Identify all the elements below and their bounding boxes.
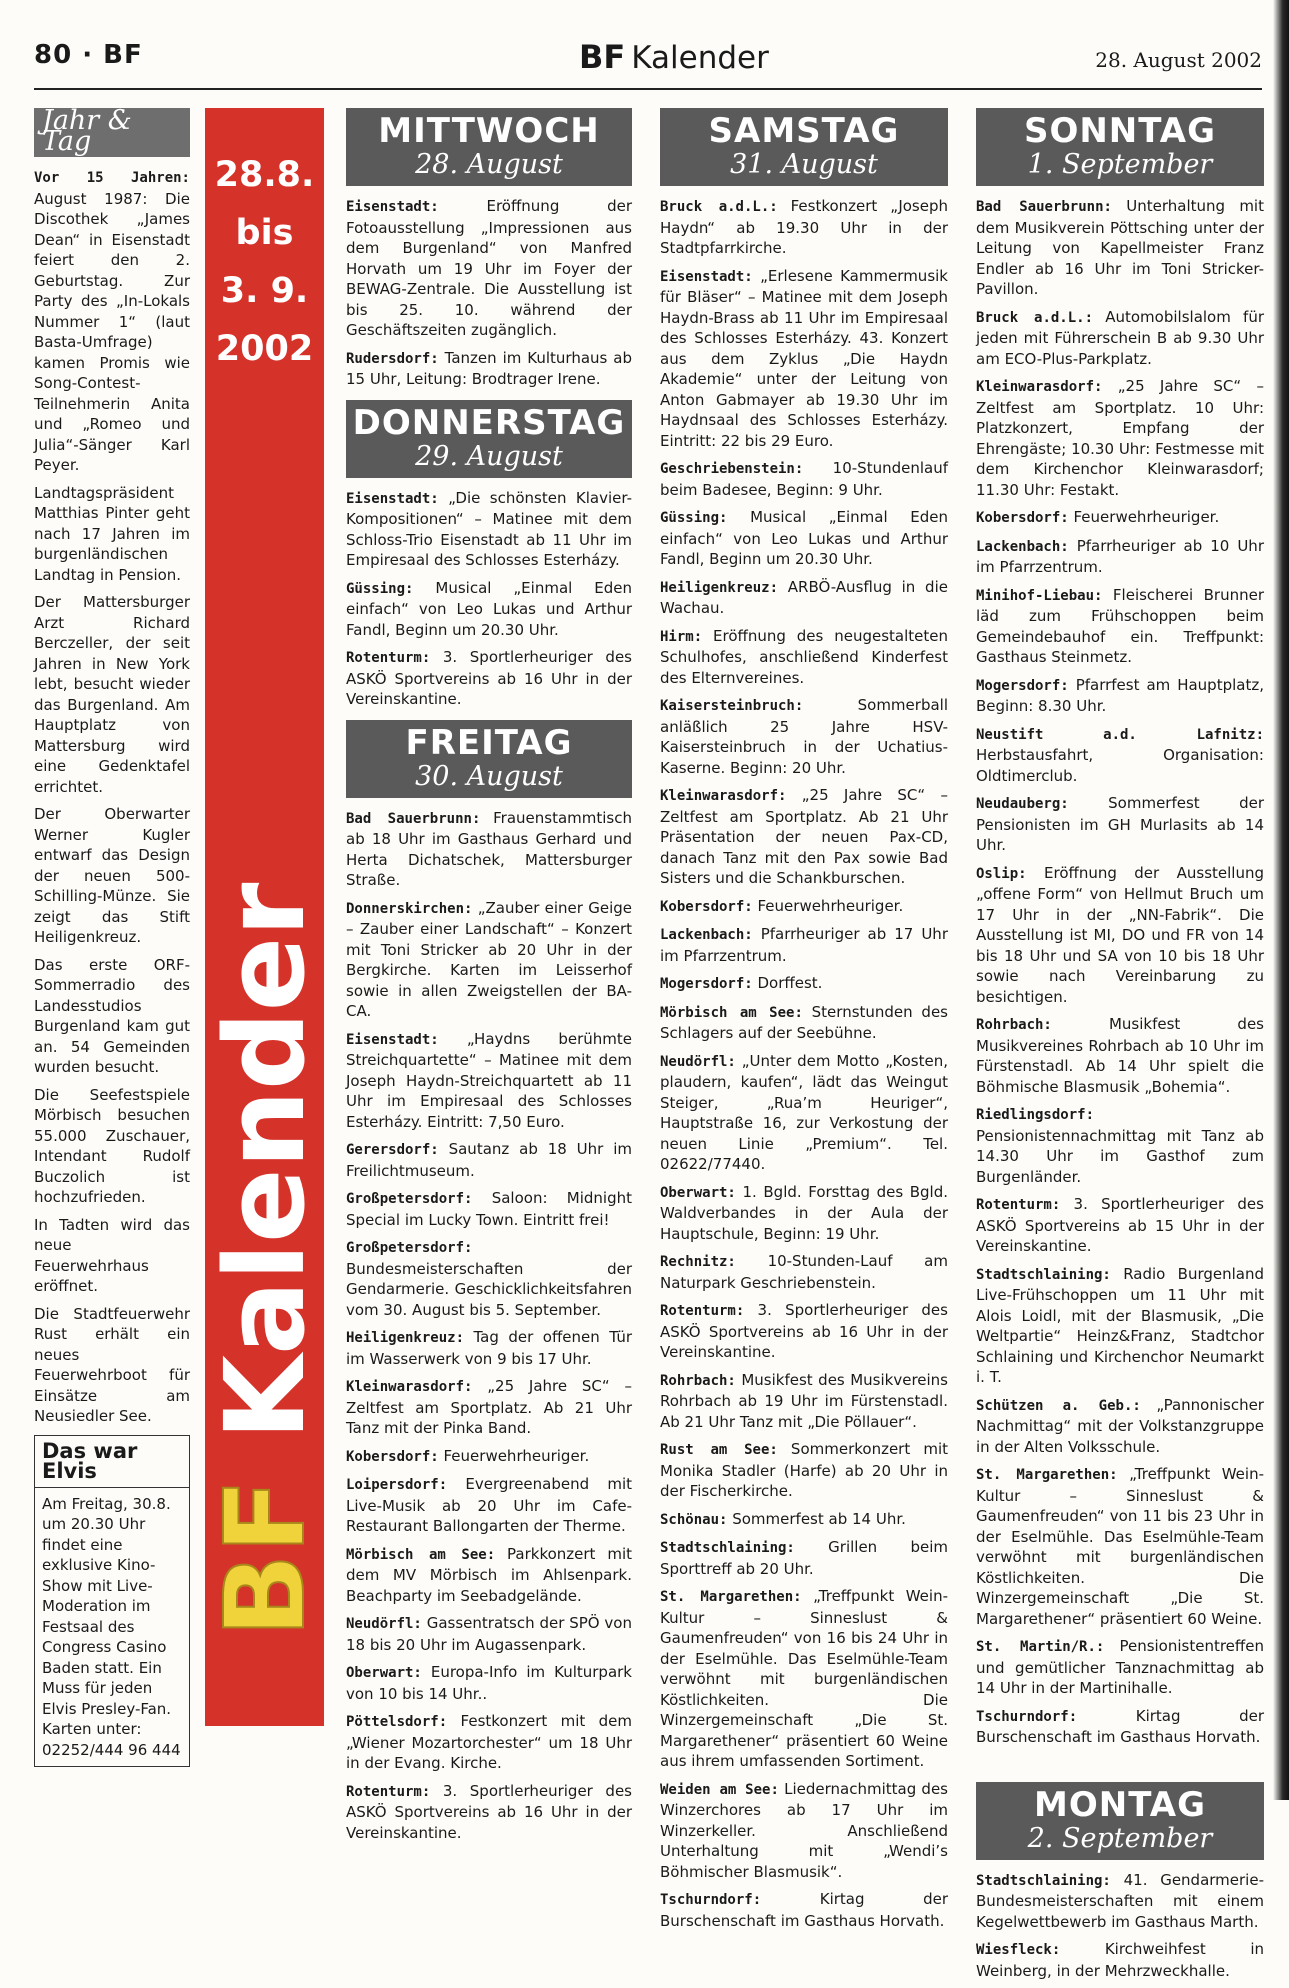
day-date: 31. August [730,149,878,180]
event-entry [660,924,948,966]
event-place: Kleinwarasdorf: [346,1379,473,1395]
event-text: Tag der offenen Tür im Wasserwerk von 9 bis 17 Uhr. [346,1328,632,1368]
event-entry [976,1464,1264,1629]
title-word: Kalender [631,40,769,76]
jahr-item: Das erste ORF-Sommerradio des Landesstudios Burgenland kam gut an. 54 Gemeinden wurden besucht. [34,955,190,1076]
event-list-donnerstag [346,488,632,710]
jahr-tag-column [34,105,190,1767]
event-place: Kleinwarasdorf: [976,379,1103,395]
jahr-item: Die Stadtfeuerwehr Rust erhält ein neues Feuerwehrboot für Einsätze am Neusiedler See. [34,1304,190,1425]
event-place: Kaisersteinbruch: [660,698,804,714]
day-date: 2. September [1027,1822,1213,1854]
column-sun-mon [976,108,1264,1988]
event-text: Feuerwehrheuriger. [443,1446,590,1465]
event-place: Großpetersdorf: [346,1240,473,1256]
event-text: Grillen beim Sporttreff ab 20 Uhr. [660,1538,948,1578]
event-text: Kirtag der Burschenschaft im Gasthaus Horvath. [660,1890,948,1930]
event-entry [976,585,1264,668]
day-heading-mittwoch [346,108,632,186]
event-entry [976,1014,1264,1097]
day-heading-samstag [660,108,948,186]
event-entry [976,507,1264,529]
event-text: 3. Sportlerheuriger des ASKÖ Sportvereins ab 16 Uhr in der Vereinskantine. [660,1301,948,1361]
event-entry [346,1376,632,1439]
event-entry [976,307,1264,370]
event-place: Neudörfl: [346,1616,422,1632]
event-entry [346,1139,632,1181]
event-text: Feuerwehrheuriger. [757,896,904,915]
date-year: 2002 [215,329,314,369]
event-entry [346,1188,632,1230]
event-place: Bad Sauerbrunn: [346,810,481,827]
event-entry [660,1509,948,1531]
event-entry [976,724,1264,787]
event-place: Wiesfleck: [976,1942,1061,1958]
event-text: Bundesmeisterschaften der Gendarmerie. Geschicklichkeitsfahren vom 30. August bis 5. September. [346,1259,632,1319]
day-name: MITTWOCH [378,111,600,151]
event-entry [660,1251,948,1293]
day-date: 30. August [415,760,563,792]
event-entry [346,196,632,341]
event-place: Heiligenkreuz: [346,1330,465,1346]
event-place: Rohrbach: [976,1017,1052,1033]
event-place: Eisenstadt: [346,490,439,507]
kalender-banner [201,108,329,1726]
day-date: 28. August [415,149,563,180]
event-entry [346,898,632,1022]
jahr-item: Die Seefestspiele Mörbisch besuchen 55.000 Zuschauer, Intendant Rudolf Buczolich ist hochzufrieden. [34,1085,190,1206]
vertical-bf: BF [201,1478,329,1638]
event-place: St. Margarethen: [660,1589,802,1605]
elvis-heading: Das war Elvis [35,1436,189,1488]
column-wed-thu-fri [346,108,632,1850]
event-place: St. Martin/R.: [976,1639,1105,1655]
event-text: „25 Jahre SC“ – Zeltfest am Sportplatz. Ab 21 Uhr Präsentation der neuen Pax-CD, danach Tanz mit den Pax sowie Bad Sisters und die Schankburschen. [660,786,948,887]
event-entry [660,1779,948,1883]
event-list-mittwoch [346,196,632,390]
event-entry [660,1182,948,1245]
event-entry [660,626,948,689]
event-text: „Die schönsten Klavier-Kompositionen“ – Matinee mit dem Schloss-Trio Eisenstadt ab 11 Uhr im Empiresaal des Schlosses Esterházy. [346,488,632,569]
event-place: Gerersdorf: [346,1142,439,1158]
event-text: Feuerwehrheuriger. [1073,508,1220,526]
scan-edge [1273,0,1289,1800]
day-heading-montag [976,1782,1264,1860]
event-text: Pensionistentreffen und gemütlicher Tanznachmittag ab 14 Uhr in der Martinihalle. [976,1637,1264,1697]
event-entry [976,376,1264,500]
jahr-item: Landtagspräsident Matthias Pinter geht nach 17 Jahren im burgenländischen Landtag in Pension. [34,483,190,584]
event-text: Evergreenabend mit Live-Musik ab 20 Uhr im Cafe-Restaurant Ballongarten der Therme. [346,1475,632,1535]
event-entry [660,1586,948,1772]
event-entry [976,1395,1264,1458]
event-place: Minihof-Liebau: [976,587,1103,604]
event-text: 3. Sportlerheuriger des ASKÖ Sportvereins ab 16 Uhr in der Vereinskantine. [346,1781,632,1842]
vertical-title [201,560,329,1960]
event-entry [346,1474,632,1537]
event-text: Pensionistennachmittag mit Tanz ab 14.30 Uhr im Gasthof zum Burgenländer. [976,1126,1264,1186]
event-text: „Treffpunkt Wein-Kultur – Sinneslust & Gaumenfreuden“ von 16 bis 24 Uhr in der Eselmühle. Das Eselmühle-Team verwöhnt mit burgenländischen Köstlichkeiten. Die Winzergemeinschaft „Die St. Margarethener“ präsentiert 60 Weine aus ihrem umfassenden Sortiment. [660,1587,948,1770]
event-entry [976,1636,1264,1699]
event-place: Schönau: [660,1511,728,1528]
event-entry [660,1370,948,1433]
event-place: Eisenstadt: [660,268,753,285]
event-place: Bruck a.d.L.: [660,199,778,215]
event-place: Stadtschlaining: [976,1872,1111,1889]
issue-date: 28. August 2002 [1095,48,1262,72]
event-text: 3. Sportlerheuriger des ASKÖ Sportvereins ab 16 Uhr in der Vereinskantine. [346,648,632,708]
event-entry [346,647,632,710]
event-entry [660,1889,948,1931]
event-entry [976,1104,1264,1187]
event-list-montag [976,1870,1264,1982]
event-text: Radio Burgenland Live-Frühschoppen um 11 Uhr mit Alois Loidl, mit der Blasmusik, „Die Weltpartie“ Heinz&Franz, Stadtchor Schlaining und Kirchenchor Neumarkt i. T. [976,1264,1264,1386]
event-place: St. Margarethen: [976,1467,1118,1483]
event-place: Bad Sauerbrunn: [976,199,1112,215]
jahr-item: Der Oberwarter Werner Kugler entwarf das Design der neuen 500-Schilling-Münze. Sie zeigt das Stift Heiligenkreuz. [34,805,190,946]
page-header [34,38,1262,80]
event-entry [346,578,632,641]
event-place: Loipersdorf: [346,1477,448,1493]
event-entry [346,1446,632,1468]
day-name: MONTAG [1034,1784,1206,1825]
jahr-tag-heading: Jahr & Tag [34,108,190,157]
day-heading-donnerstag [346,400,632,478]
event-text: Kirtag der Burschenschaft im Gasthaus Horvath. [976,1706,1264,1746]
event-place: Schützen a. Geb.: [976,1397,1141,1414]
jahr-item [34,167,190,476]
page-number: 80 · BF [34,40,143,70]
event-text: Gassentratsch der SPÖ von 18 bis 20 Uhr im Augassenpark. [346,1614,632,1654]
day-heading-sonntag [976,108,1264,186]
date-range [205,146,324,378]
event-entry [346,808,632,891]
event-entry [660,896,948,918]
event-place: Rotenturm: [346,650,431,666]
event-place: Rudersdorf: [346,350,439,367]
day-date: 29. August [415,440,563,472]
day-name: FREITAG [405,722,573,763]
event-place: Hirm: [660,628,703,645]
event-place: Eisenstadt: [346,1031,439,1048]
event-text: Frauenstammtisch ab 18 Uhr im Gasthaus Gerhard und Herta Dichatschek, Mattersburger Straße. [346,808,632,889]
event-list-freitag [346,808,632,1844]
event-place: Riedlingsdorf: [976,1107,1095,1123]
event-place: Großpetersdorf: [346,1191,473,1207]
event-entry [976,1939,1264,1981]
event-entry [660,1051,948,1175]
event-entry [660,785,948,889]
event-place: Neudauberg: [976,796,1069,812]
event-text: Herbstausfahrt, Organisation: Oldtimerclub. [976,746,1264,785]
event-place: Geschriebenstein: [660,461,804,477]
day-name: DONNERSTAG [352,402,626,443]
event-place: Tschurndorf: [976,1708,1078,1725]
event-text: Pfarrheuriger ab 17 Uhr im Pfarrzentrum. [660,925,948,965]
event-place: Kobersdorf: [660,898,753,915]
event-place: Güssing: [346,580,414,597]
event-text: Festkonzert „Joseph Haydn“ ab 19.30 Uhr in der Stadtpfarrkirche. [660,197,948,257]
event-text: ARBÖ-Ausflug in die Wachau. [660,577,948,617]
event-text: Musikfest des Musikvereines Rohrbach ab 10 Uhr im Fürstenstadl. Ab 14 Uhr spielt die Böhmische Blasmusik „Bohemia“. [976,1015,1264,1096]
event-place: Bruck a.d.L.: [976,309,1094,326]
event-entry [976,675,1264,717]
event-text: Eröffnung der Ausstellung „offene Form“ von Hellmut Bruch um 17 Uhr in der „NN-Fabrik“. Die Ausstellung ist MI, DO und FR von 14 bis 18 Uhr und SA von 10 bis 18 Uhr sowie nach Vereinbarung zu besichtigen. [976,863,1264,1006]
event-place: Kleinwarasdorf: [660,788,787,804]
event-entry [346,1237,632,1320]
event-place: Neudörfl: [660,1053,736,1070]
date-start: 28.8. [214,155,315,195]
event-place: Güssing: [660,510,728,526]
elvis-text: Am Freitag, 30.8. um 20.30 Uhr findet eine exklusive Kino-Show mit Live-Moderation im Festsaal des Congress Casino Baden statt. Ein Muss für jeden Elvis Presley-Fan. Karten unter: 02252/444 96 444 [42,1494,181,1759]
event-text: Eröffnung des neugestalteten Schulhofes, anschließend Kinderfest des Elternvereines. [660,626,948,687]
event-place: Rotenturm: [346,1783,431,1800]
date-bis: bis [235,213,294,253]
event-place: Stadtschlaining: [660,1540,795,1556]
section-title [579,38,769,76]
event-place: Heiligenkreuz: [660,579,779,596]
event-place: Mogersdorf: [660,976,753,992]
event-place: Oberwart: [660,1184,736,1201]
event-entry [346,1613,632,1655]
day-heading-freitag [346,720,632,798]
event-entry [660,507,948,570]
event-text: 10-Stunden-Lauf am Naturpark Geschriebenstein. [660,1252,948,1292]
event-place: Rechnitz: [660,1254,736,1270]
event-entry [660,1002,948,1044]
event-entry [660,1439,948,1502]
event-entry [976,1870,1264,1933]
event-entry [660,458,948,500]
elvis-box [34,1435,190,1768]
event-text: Sommerball anläßlich 25 Jahre HSV-Kaisersteinbruch in der Uchatius-Kaserne. Beginn: 20 Uhr. [660,696,948,777]
event-text: „25 Jahre SC“ – Zeltfest am Sportplatz. Ab 21 Uhr Tanz mit der Pinka Band. [346,1377,632,1437]
day-name: SAMSTAG [708,111,900,151]
event-place: Stadtschlaining: [976,1266,1111,1283]
event-text: „Erlesene Kammermusik für Bläser“ – Matinee mit dem Joseph Haydn-Brass ab 11 Uhr im Empiresaal des Schlosses Esterházy. 43. Konzert aus dem Zyklus „Die Haydn Akademie“ unter der Leitung von Anton Gabmayer ab 19.30 Uhr im Haydnsaal des Schlosses Esterházy. Eintritt: 22 bis 29 Euro. [660,266,948,450]
event-text: Saloon: Midnight Special im Lucky Town. Eintritt frei! [346,1189,632,1229]
event-text: Europa-Info im Kulturpark von 10 bis 14 Uhr.. [346,1663,632,1703]
event-text: „Pannonischer Nachmittag“ mit der Volkstanzgruppe in der Alten Volksschule. [976,1395,1264,1456]
date-end: 3. 9. [220,271,309,311]
event-text: Musical „Einmal Eden einfach“ von Leo Lukas und Arthur Fandl, Beginn um 20.30 Uhr. [660,508,948,568]
event-entry [660,196,948,259]
event-entry [976,1194,1264,1257]
event-text: 10-Stundenlauf beim Badesee, Beginn: 9 Uhr. [660,459,948,499]
event-place: Kobersdorf: [346,1448,439,1465]
event-entry [346,1327,632,1369]
event-place: Rust am See: [660,1442,778,1458]
event-place: Lackenbach: [660,927,753,943]
title-bf: BF [579,38,626,76]
event-text: „Haydns berühmte Streichquartette“ – Matinee mit dem Joseph Haydn-Streichquartett ab 11 Uhr im Empiresaal des Schlosses Esterházy. Eintritt: 7,50 Euro. [346,1029,632,1131]
event-text: Tanzen im Kulturhaus ab 15 Uhr, Leitung: Brodtrager Irene. [346,348,632,388]
event-entry [660,577,948,619]
event-text: Musikfest des Musikvereins Rohrbach ab 19 Uhr im Fürstenstadl. Ab 21 Uhr Tanz mit „Die Pöllauer“. [660,1370,948,1431]
event-text: „25 Jahre SC“ – Zeltfest am Sportplatz. 10 Uhr: Platzkonzert, Empfang der Ehrengäste; 10.30 Uhr: Festmesse mit dem Kirchenchor Kleinwarasdorf; 11.30 Uhr: Festakt. [976,377,1264,499]
event-place: Rotenturm: [976,1197,1061,1213]
event-entry [976,863,1264,1008]
event-place: Rohrbach: [660,1372,736,1389]
event-entry [976,536,1264,578]
jahr-item: Der Mattersburger Arzt Richard Berczeller, der seit Jahren in New York lebt, besucht wieder das Burgenland. Am Hauptplatz von Mattersburg wird eine Gedenktafel errichtet. [34,593,190,796]
event-entry [346,1029,632,1133]
event-list-sonntag [976,196,1264,1748]
event-place: Mörbisch am See: [660,1004,803,1021]
event-entry [346,1781,632,1844]
column-saturday [660,108,948,1938]
event-text: Sautanz ab 18 Uhr im Freilichtmuseum. [346,1140,632,1180]
event-place: Oberwart: [346,1665,422,1681]
event-entry [660,973,948,995]
event-text: Fleischerei Brunner läd zum Frühschoppen beim Gemeindebauhof ein. Treffpunkt: Gasthaus Steinmetz. [976,585,1264,666]
event-text: Eröffnung der Fotoausstellung „Impressionen aus dem Burgenland“ von Manfred Horvath um 19 Uhr im Foyer der BEWAG-Zentrale. Die Ausstellung ist bis 25. 10. während der Geschäftszeiten zugänglich. [346,197,632,339]
event-place: Lackenbach: [976,538,1069,555]
event-place: Donnerskirchen: [346,900,473,917]
event-text: Unterhaltung mit dem Musikverein Pöttsching unter der Leitung von Kapellmeister Franz Endler ab 16 Uhr im Toni Stricker-Pavillon. [976,197,1264,298]
day-name: SONNTAG [1023,111,1217,151]
event-entry [346,348,632,390]
event-entry [660,1537,948,1579]
event-text: Festkonzert mit dem „Wiener Mozartorchester“ um 18 Uhr in der Evang. Kirche. [346,1712,632,1772]
event-place: Mörbisch am See: [346,1546,496,1563]
event-place: Rotenturm: [660,1303,745,1319]
event-text: Dorffest. [757,974,823,992]
jahr-item-lead: Vor 15 Jahren: [34,170,190,186]
event-text: Sommerkonzert mit Monika Stadler (Harfe) ab 20 Uhr in der Fischerkirche. [660,1440,948,1500]
jahr-item: In Tadten wird das neue Feuerwehrhaus eröffnet. [34,1215,190,1295]
event-entry [976,1706,1264,1748]
event-text: Parkkonzert mit dem MV Mörbisch im Ahlsenpark. Beachparty im Seebadgelände. [346,1544,632,1605]
event-text: Automobilslalom für jeden mit Führerschein B ab 9.30 Uhr am ECO-Plus-Parkplatz. [976,307,1264,368]
event-text: Sternstunden des Schlagers auf der Seebühne. [660,1002,949,1042]
day-date: 1. September [1027,149,1213,180]
event-place: Tschurndorf: [660,1892,762,1908]
event-text: Pfarrheuriger ab 10 Uhr im Pfarrzentrum. [976,536,1264,576]
event-text: Liedernachmittag des Winzerchores ab 17 Uhr im Winzerkeller. Anschließend Unterhaltung mit „Wendi’s Böhmischer Blasmusik“. [660,1779,948,1881]
header-rule [34,88,1262,90]
event-text: „Treffpunkt Wein-Kultur – Sinneslust & Gaumenfreuden“ von 11 bis 23 Uhr in der Eselmühle. Das Eselmühle-Team verwöhnt mit burgenländischen Köstlichkeiten. Die Winzergemeinschaft „Die St. Margarethener“ präsentiert 60 Weine. [976,1465,1264,1628]
event-entry [346,488,632,571]
jahr-item-text: August 1987: Die Discothek „James Dean“ in Eisenstadt feiert den 2. Geburtstag. Zur Party des „In-Lokals Nummer 1“ (laut Basta-Umfrage) kamen Promis wie Song-Contest-Teilnehmerin Anita und „Romeo und Julia“-Sänger Karl Peyer. [34,189,190,474]
event-text: Sommerfest ab 14 Uhr. [732,1509,906,1528]
event-entry [346,1544,632,1607]
event-list-samstag [660,196,948,1931]
event-text: „Zauber einer Geige – Zauber einer Landschaft“ – Konzert mit Toni Stricker ab 20 Uhr in der Bergkirche. Karten im Leisserhof sowie in allen Zweigstellen der BA-CA. [346,898,632,1020]
event-entry [346,1662,632,1704]
event-place: Kobersdorf: [976,510,1069,526]
event-entry [976,1264,1264,1388]
event-text: Kirchweihfest in Weinberg, in der Mehrzweckhalle. [976,1940,1264,1980]
event-place: Oslip: [976,865,1027,882]
event-entry [976,196,1264,300]
event-text: 41. Gendarmerie-Bundesmeisterschaften mit einem Kegelwettbewerb im Gasthaus Marth. [976,1870,1264,1931]
event-place: Mogersdorf: [976,677,1069,694]
event-entry [660,695,948,778]
event-text: Sommerfest der Pensionisten im GH Murlasits ab 14 Uhr. [976,794,1264,854]
event-entry [660,266,948,452]
vertical-kalender: Kalender [201,882,329,1441]
event-entry [660,1300,948,1363]
event-entry [976,793,1264,856]
event-text: Musical „Einmal Eden einfach“ von Leo Lukas und Arthur Fandl, Beginn um 20.30 Uhr. [346,578,632,639]
event-place: Pöttelsdorf: [346,1714,448,1730]
event-place: Weiden am See: [660,1781,779,1798]
event-text: 1. Bgld. Forsttag des Bgld. Waldverbandes in der Aula der Hauptschule, Beginn: 19 Uhr. [660,1182,948,1243]
event-text: „Unter dem Motto „Kosten, plaudern, kaufen“, lädt das Weingut Steiger, „Rua’m Heuriger“, Hauptstraße 16, zur Verkostung der neuen Linie „Premium“. Tel. 02622/77440. [660,1051,948,1173]
event-entry [346,1711,632,1774]
event-place: Eisenstadt: [346,199,439,215]
event-place: Neustift a.d. Lafnitz: [976,726,1264,743]
event-text: 3. Sportlerheuriger des ASKÖ Sportvereins ab 15 Uhr in der Vereinskantine. [976,1195,1264,1255]
event-text: Pfarrfest am Hauptplatz, Beginn: 8.30 Uhr. [976,675,1264,715]
